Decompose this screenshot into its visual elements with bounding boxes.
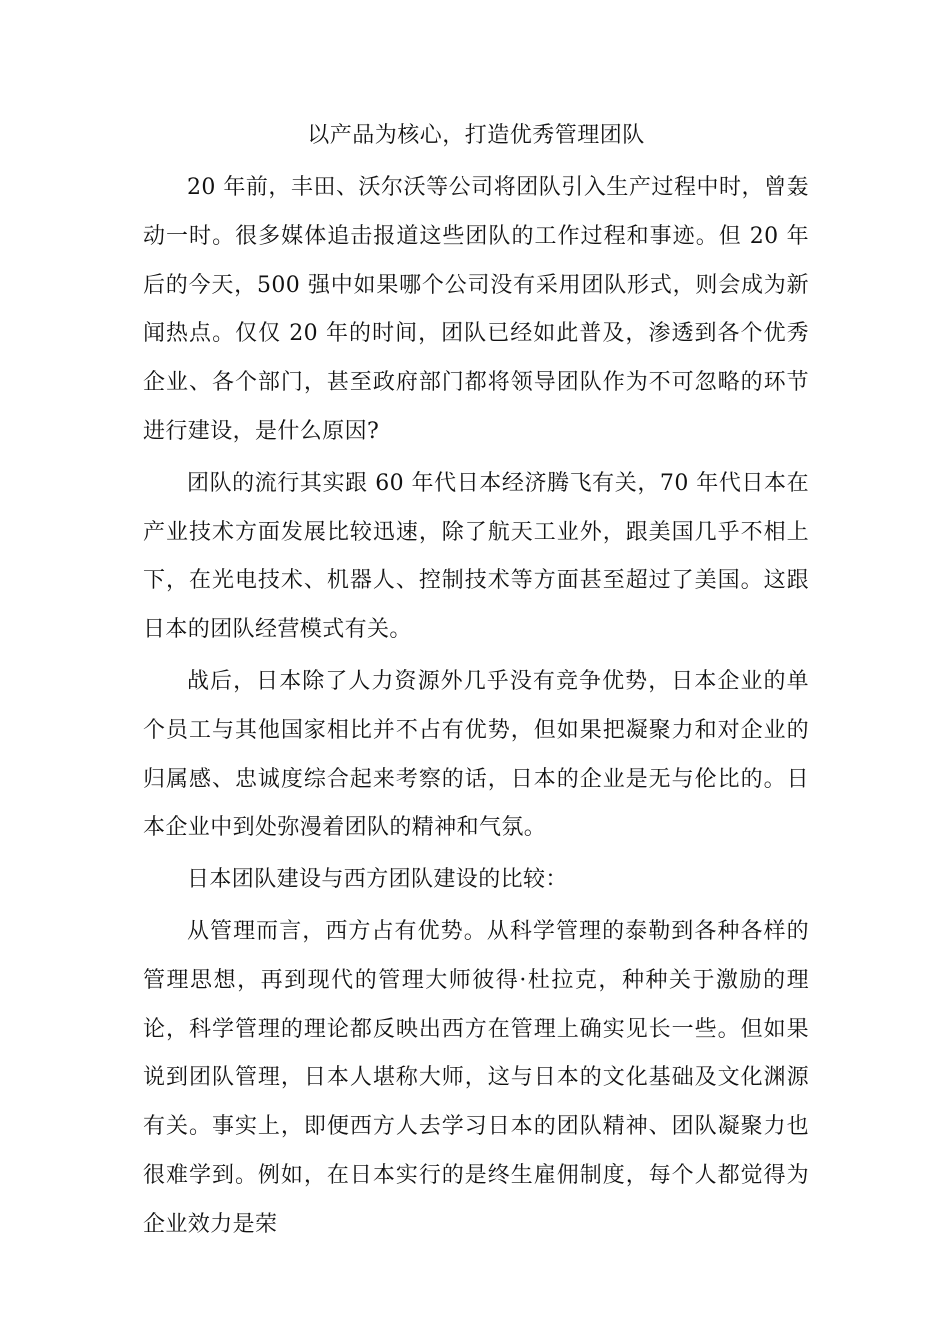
- paragraph-4-heading: 日本团队建设与西方团队建设的比较：: [187, 867, 568, 893]
- paragraph-1: 20 年前，丰田、沃尔沃等公司将团队引入生产过程中时，曾轰动一时。很多媒体追击报道这些团队的工作过程和事迹。但 20 年后的今天，500 强中如果哪个公司没有采用团队形式，则会成为新闻热点。仅仅 20 年的时间，团队已经如此普及，渗透到各个优秀企业、各个部门，甚至政府部门都将领导团队作为不可忽略的环节进行建设，是什么原因?: [143, 175, 809, 444]
- paragraph-3: 战后，日本除了人力资源外几乎没有竞争优势，日本企业的单个员工与其他国家相比并不占有优势，但如果把凝聚力和对企业的归属感、忠诚度综合起来考察的话，日本的企业是无与伦比的。日本企业中到处弥漫着团队的精神和气氛。: [143, 668, 809, 841]
- document-page: [143, 112, 809, 1253]
- paragraph-5: 从管理而言，西方占有优势。从科学管理的泰勒到各种各样的管理思想，再到现代的管理大师彼得·杜拉克，种种关于激励的理论，科学管理的理论都反映出西方在管理上确实见长一些。但如果说到团队管理，日本人堪称大师，这与日本的文化基础及文化渊源有关。事实上，即便西方人去学习日本的团队精神、团队凝聚力也很难学到。例如，在日本实行的是终生雇佣制度，每个人都觉得为企业效力是荣: [143, 918, 809, 1237]
- document-title: 以产品为核心，打造优秀管理团队: [307, 123, 645, 148]
- paragraph-2: 团队的流行其实跟 60 年代日本经济腾飞有关，70 年代日本在产业技术方面发展比较迅速，除了航天工业外，跟美国几乎不相上下，在光电技术、机器人、控制技术等方面甚至超过了美国。这跟日本的团队经营模式有关。: [143, 470, 809, 643]
